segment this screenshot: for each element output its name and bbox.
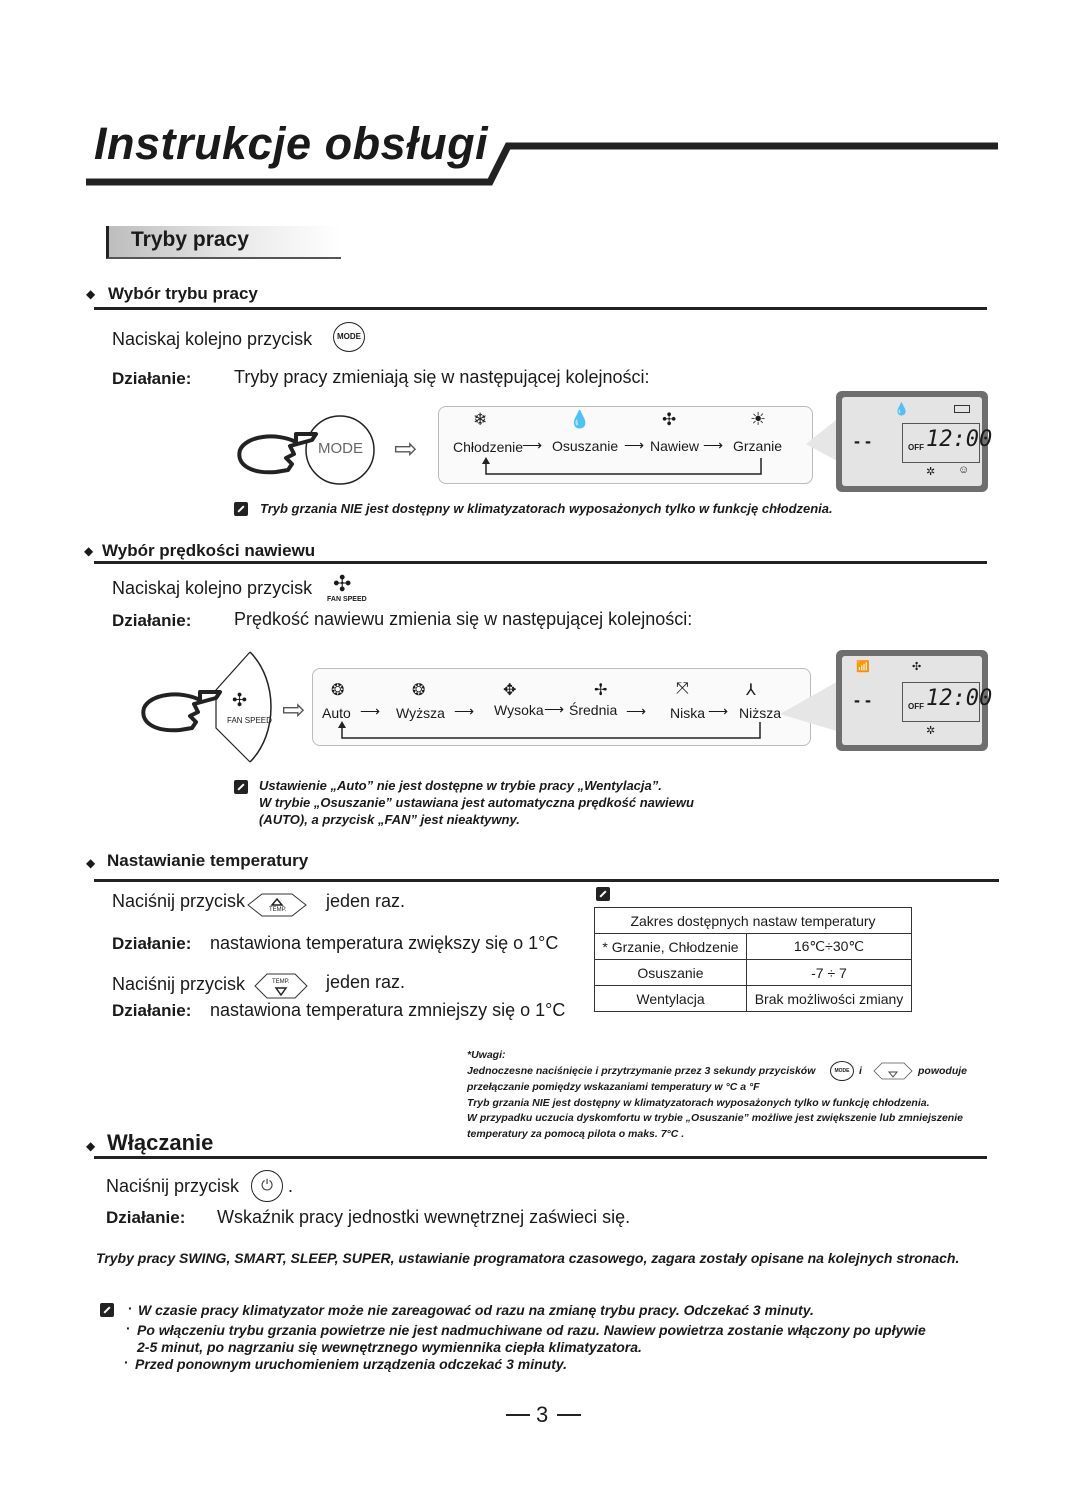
fan-flow-item: Niska [670,705,706,721]
temp-down-button[interactable] [253,972,309,1000]
temp-range-value: 16℃÷30℃ [747,934,912,960]
temp-action-up: nastawiona temperatura zwiększy się o 1°C [210,933,559,953]
temp-range-value: Brak możliwości zmiany [747,986,912,1012]
mode-flow-item: Chłodzenie [453,439,524,455]
temp-range-table [594,907,912,1012]
lcd-display-fan [836,650,993,751]
temp-up-button[interactable] [246,892,308,918]
note-icon [234,780,248,794]
mode-button[interactable]: MODE [333,322,365,352]
fan-action-label: Działanie: [112,611,192,630]
fan-high-icon: ✥ [503,682,517,699]
temp-range-mode: * Grzanie, Chłodzenie [595,934,747,960]
remarks-causes: powoduje [918,1065,967,1077]
fan-medium-icon: ✢ [594,682,608,699]
dry-drops-icon: 💧 [569,410,591,429]
bullet-dot: · [128,1300,133,1316]
arrow-icon: ⟶ [626,703,647,719]
mode-flow-item: Grzanie [733,438,783,454]
mode-flow-item: Nawiew [650,438,700,454]
mode-illustration-label: MODE [318,440,363,457]
temp-heading: Nastawianie temperatury [107,851,309,870]
remarks-and: i [859,1065,862,1077]
fan-rule [94,561,987,564]
snowflake-icon: ❄ [473,410,488,429]
fan-auto-icon: ✲ [926,466,936,478]
lcd-off-label: OFF [908,702,924,711]
footer-note: Po włączeniu trybu grzania powietrze nie jest nadmuchiwane od razu. Nawiew powietrza zostanie włączony po upływie 2-5 minut, po nagrzaniu się wewnętrznego wymiennika ciepła klimatyzatora. [137,1322,926,1355]
fan-flow-item: Wysoka [494,702,544,718]
fan-icon: ✣ [232,690,248,710]
temp-once-up: jeden raz. [326,891,406,911]
footer-paragraph: Tryby pracy SWING, SMART, SLEEP, SUPER, ustawianie programatora czasowego, zagara zostały opisane na kolejnych stronach. [96,1250,960,1266]
diamond-icon: ◆ [86,287,96,301]
mode-action-label: Działanie: [112,369,192,388]
note-icon [234,502,248,516]
fan-flow-item: Auto [322,705,351,721]
lcd-time: 12:00 [926,686,993,711]
arrow-icon: ⟶ [454,703,475,719]
power-rule [94,1156,987,1159]
mode-action-text: Tryby pracy zmieniają się w następującej kolejności: [234,367,650,387]
mode-button-small: MODE [830,1061,854,1081]
page-title: Instrukcje obsługi [94,118,489,169]
power-button[interactable]: ⏻ [251,1170,283,1202]
temp-range-value: -7 ÷ 7 [747,960,912,986]
power-press-text: Naciśnij przycisk [106,1176,240,1196]
page-dash-right [557,1414,581,1416]
person-icon: ☺ [958,464,970,476]
signal-icon: 📶 [856,661,870,673]
arrow-icon: ⟶ [544,701,565,717]
arrow-icon: ⟶ [522,437,543,453]
section-label [106,226,341,259]
power-heading: Włączanie [107,1130,214,1155]
remarks-title: *Uwagi: [467,1049,506,1061]
temp-action-down: nastawiona temperatura zmniejszy się o 1°C [210,1000,566,1020]
remarks-line: przełączanie pomiędzy wskazaniami temperatury w °C a °F [467,1081,760,1093]
fan-note-line: W trybie „Osuszanie” ustawiana jest automatyczna prędkość nawiewu [259,795,694,810]
lcd-dash: - - [854,431,871,451]
remarks-line: temperatury za pomocą pilota o maks. 7°C . [467,1128,685,1140]
title-underline [86,140,1000,188]
fan-heading: Wybór prędkości nawiewu [102,541,316,560]
lcd-display-mode [836,391,993,492]
fan-speed-icon[interactable]: ✣ [333,571,352,596]
arrow-icon: ⟶ [708,703,729,719]
arrow-icon: ⟶ [624,437,645,453]
fan-flow-item: Średnia [569,702,618,718]
temp-action-label: Działanie: [112,934,192,953]
power-dot: . [288,1176,294,1196]
fan-flow-item: Wyższa [396,705,445,721]
page-number: 3 [536,1402,549,1427]
bullet-dot: · [126,1320,131,1336]
mode-note: Tryb grzania NIE jest dostępny w klimatyzatorach wyposażonych tylko w funkcję chłodzenia. [260,501,833,516]
fan-auto-icon: ✲ [926,725,936,737]
footer-note: Przed ponownym uruchomieniem urządzenia odczekać 3 minuty. [135,1356,568,1372]
fan-icon: ✣ [662,410,677,429]
mode-rule [94,307,987,310]
power-action-text: Wskaźnik pracy jednostki wewnętrznej zaświeci się. [217,1207,631,1227]
sun-icon: ☀ [750,409,767,429]
lcd-pointer [780,676,840,736]
fan-auto-icon: ❂ [331,682,345,699]
arrow-right-icon: ⇨ [394,433,418,464]
dry-drops-icon: 💧 [894,402,909,416]
fan-note-line: Ustawienie „Auto” nie jest dostępne w trybie pracy „Wentylacja”. [259,778,662,793]
remarks-line: Jednoczesne naciśnięcie i przytrzymanie przez 3 sekundy przycisków [467,1065,816,1077]
arrow-icon: ⟶ [703,437,724,453]
page-dash-left [506,1414,530,1416]
mode-flow-item: Osuszanie [552,438,619,454]
note-icon [100,1303,114,1317]
bullet-dot: · [124,1354,129,1370]
temp-action-label: Działanie: [112,1001,192,1020]
footer-note: W czasie pracy klimatyzator może nie zareagować od razu na zmianę trybu pracy. Odczekać 3 minuty. [138,1302,814,1318]
power-action-label: Działanie: [106,1208,186,1227]
temp-press-up-text: Naciśnij przycisk [112,891,246,911]
temp-once-down: jeden raz. [326,972,406,992]
arrow-right-icon: ⇨ [282,694,306,725]
diamond-icon: ◆ [84,544,94,558]
lcd-time: 12:00 [926,427,993,452]
section-title: Tryby pracy [131,228,249,251]
arrow-icon: ⟶ [360,703,381,719]
fan-flow-item: Niższa [739,705,782,721]
fan-press-text: Naciskaj kolejno przycisk [112,578,313,598]
temp-down-button-small [872,1061,914,1081]
lcd-off-label: OFF [908,443,924,452]
diamond-icon: ◆ [86,856,96,870]
temp-range-header: Zakres dostępnych nastaw temperatury [595,908,912,934]
remarks-line: W przypadku uczucia dyskomfortu w trybie „Osuszanie” możliwe jest zwiększenie lub zmniejszenie [467,1112,963,1124]
fan-low-icon: ⤧ [676,680,689,697]
mode-heading: Wybór trybu pracy [108,284,258,303]
fan-loop-arrow [336,718,766,742]
diamond-icon: ◆ [86,1139,96,1153]
temp-up-label: TEMP. [269,907,287,913]
mode-press-text: Naciskaj kolejno przycisk [112,329,313,349]
mode-loop-arrow [478,456,768,480]
battery-icon [954,405,970,413]
lcd-dash: - - [854,690,871,710]
temp-press-down-text: Naciśnij przycisk [112,974,246,994]
hand-fan-illustration [138,650,278,765]
temp-range-mode: Wentylacja [595,986,747,1012]
fan-icon: ✣ [912,661,922,673]
fan-speed-button-label: FAN SPEED [327,596,367,603]
fan-lower-icon: ⅄ [746,682,756,699]
remarks-line: Tryb grzania NIE jest dostępny w klimatyzatorach wyposażonych tylko w funkcję chłodzenia. [467,1097,930,1109]
note-icon [596,887,610,901]
temp-rule [94,879,999,882]
fan-note-line: (AUTO), a przycisk „FAN” jest nieaktywny. [259,812,520,827]
fan-higher-icon: ❂ [412,682,426,699]
temp-down-label: TEMP. [272,979,290,985]
temp-range-mode: Osuszanie [595,960,747,986]
fan-illustration-label: FAN SPEED [227,716,272,725]
fan-action-text: Prędkość nawiewu zmienia się w następującej kolejności: [234,609,693,629]
